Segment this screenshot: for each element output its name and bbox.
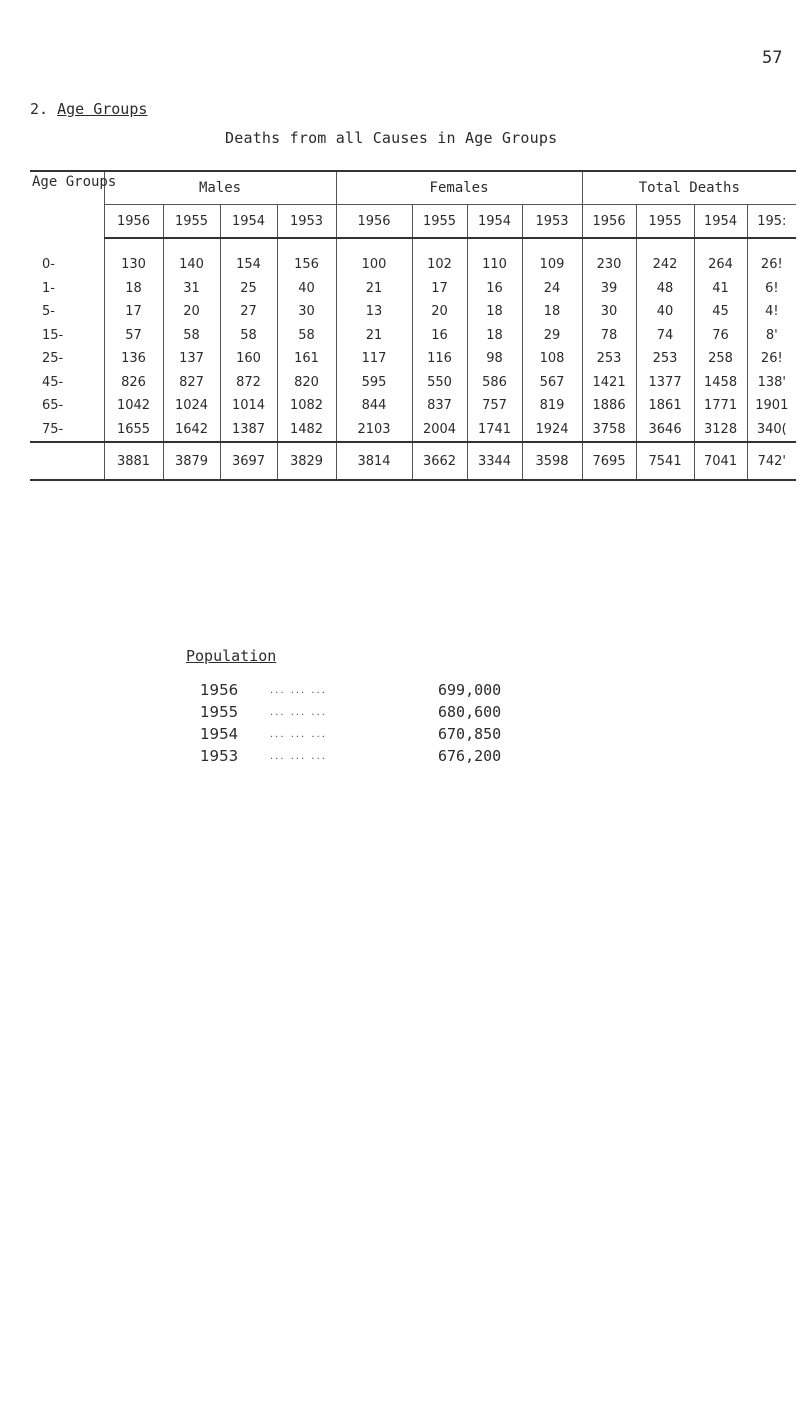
death-count-cell: 58 <box>163 324 220 348</box>
death-count-cell: 819 <box>522 394 582 418</box>
total-cell: 742' <box>747 442 796 480</box>
death-count-cell: 6! <box>747 277 796 301</box>
death-count-cell: 4! <box>747 300 796 324</box>
population-value: 699,000 <box>438 681 502 699</box>
age-groups-header: Age Groups <box>30 171 104 238</box>
deaths-table <box>30 170 796 481</box>
leader-dots: ... ... ... <box>270 685 327 696</box>
total-cell: 7695 <box>582 442 636 480</box>
population-year: 1956 <box>200 681 239 699</box>
age-group-cell: 15- <box>42 327 64 343</box>
death-count-cell: 567 <box>522 371 582 395</box>
death-count-cell: 2103 <box>336 418 412 443</box>
death-count-cell: 26! <box>747 347 796 371</box>
death-count-cell: 844 <box>336 394 412 418</box>
death-count-cell: 17 <box>412 277 467 301</box>
death-count-cell: 29 <box>522 324 582 348</box>
total-cell: 3814 <box>336 442 412 480</box>
age-group-cell: 75- <box>42 421 64 437</box>
death-count-cell: 21 <box>336 324 412 348</box>
death-count-cell: 1042 <box>104 394 163 418</box>
table-row <box>30 300 796 324</box>
death-count-cell: 586 <box>467 371 522 395</box>
death-count-cell: 3758 <box>582 418 636 443</box>
death-count-cell: 3646 <box>636 418 694 443</box>
group-header-row <box>30 171 796 205</box>
year-header: 1953 <box>277 205 336 239</box>
death-count-cell: 13 <box>336 300 412 324</box>
table-caption: Deaths from all Causes in Age Groups <box>225 129 558 147</box>
death-count-cell: 57 <box>104 324 163 348</box>
total-cell: 3662 <box>412 442 467 480</box>
death-count-cell: 1655 <box>104 418 163 443</box>
death-count-cell: 1642 <box>163 418 220 443</box>
death-count-cell: 1024 <box>163 394 220 418</box>
death-count-cell: 30 <box>277 300 336 324</box>
year-header: 1954 <box>220 205 277 239</box>
death-count-cell: 160 <box>220 347 277 371</box>
death-count-cell: 31 <box>163 277 220 301</box>
death-count-cell: 26! <box>747 238 796 277</box>
age-group-cell: 5- <box>42 304 55 320</box>
population-title: Population <box>186 647 277 665</box>
death-count-cell: 16 <box>467 277 522 301</box>
table-row <box>30 238 796 277</box>
totals-label-cell <box>30 442 104 480</box>
death-count-cell: 30 <box>582 300 636 324</box>
section-title: Age Groups <box>57 100 148 118</box>
death-count-cell: 48 <box>636 277 694 301</box>
death-count-cell: 102 <box>412 238 467 277</box>
death-count-cell: 110 <box>467 238 522 277</box>
total-cell: 3697 <box>220 442 277 480</box>
table-row <box>30 371 796 395</box>
year-header: 195: <box>747 205 796 239</box>
death-count-cell: 837 <box>412 394 467 418</box>
death-count-cell: 20 <box>163 300 220 324</box>
death-count-cell: 130 <box>104 238 163 277</box>
population-value: 676,200 <box>438 747 502 765</box>
year-header: 1954 <box>694 205 747 239</box>
death-count-cell: 117 <box>336 347 412 371</box>
death-count-cell: 820 <box>277 371 336 395</box>
death-count-cell: 757 <box>467 394 522 418</box>
table-row <box>30 418 796 443</box>
age-group-cell: 45- <box>42 374 64 390</box>
death-count-cell: 40 <box>636 300 694 324</box>
year-header: 1956 <box>104 205 163 239</box>
section-heading <box>30 100 147 118</box>
death-count-cell: 1901 <box>747 394 796 418</box>
death-count-cell: 154 <box>220 238 277 277</box>
death-count-cell: 264 <box>694 238 747 277</box>
death-count-cell: 21 <box>336 277 412 301</box>
age-group-cell: 65- <box>42 398 64 414</box>
population-year: 1953 <box>200 747 239 765</box>
death-count-cell: 137 <box>163 347 220 371</box>
death-count-cell: 253 <box>636 347 694 371</box>
death-count-cell: 3128 <box>694 418 747 443</box>
death-count-cell: 109 <box>522 238 582 277</box>
death-count-cell: 156 <box>277 238 336 277</box>
age-group-cell: 0- <box>42 256 55 272</box>
death-count-cell: 18 <box>104 277 163 301</box>
males-header: Males <box>104 171 336 205</box>
death-count-cell: 39 <box>582 277 636 301</box>
death-count-cell: 230 <box>582 238 636 277</box>
death-count-cell: 827 <box>163 371 220 395</box>
leader-dots: ... ... ... <box>270 707 327 718</box>
page-number: 57 <box>762 48 783 68</box>
total-cell: 3829 <box>277 442 336 480</box>
table-row <box>30 347 796 371</box>
year-header: 1955 <box>636 205 694 239</box>
total-deaths-header: Total Deaths <box>582 171 796 205</box>
death-count-cell: 108 <box>522 347 582 371</box>
death-count-cell: 138' <box>747 371 796 395</box>
total-cell: 7541 <box>636 442 694 480</box>
death-count-cell: 140 <box>163 238 220 277</box>
population-year: 1955 <box>200 703 239 721</box>
death-count-cell: 1771 <box>694 394 747 418</box>
death-count-cell: 41 <box>694 277 747 301</box>
death-count-cell: 17 <box>104 300 163 324</box>
death-count-cell: 25 <box>220 277 277 301</box>
death-count-cell: 40 <box>277 277 336 301</box>
death-count-cell: 550 <box>412 371 467 395</box>
death-count-cell: 340( <box>747 418 796 443</box>
death-count-cell: 16 <box>412 324 467 348</box>
total-cell: 7041 <box>694 442 747 480</box>
death-count-cell: 1924 <box>522 418 582 443</box>
death-count-cell: 24 <box>522 277 582 301</box>
death-count-cell: 1014 <box>220 394 277 418</box>
table-row <box>30 324 796 348</box>
death-count-cell: 1861 <box>636 394 694 418</box>
death-count-cell: 27 <box>220 300 277 324</box>
table-row <box>30 277 796 301</box>
death-count-cell: 20 <box>412 300 467 324</box>
population-value: 670,850 <box>438 725 502 743</box>
leader-dots: ... ... ... <box>270 729 327 740</box>
death-count-cell: 872 <box>220 371 277 395</box>
death-count-cell: 242 <box>636 238 694 277</box>
leader-dots: ... ... ... <box>270 751 327 762</box>
death-count-cell: 76 <box>694 324 747 348</box>
age-group-cell: 25- <box>42 351 64 367</box>
death-count-cell: 58 <box>277 324 336 348</box>
death-count-cell: 136 <box>104 347 163 371</box>
females-header: Females <box>336 171 582 205</box>
death-count-cell: 74 <box>636 324 694 348</box>
total-cell: 3881 <box>104 442 163 480</box>
year-header: 1955 <box>163 205 220 239</box>
death-count-cell: 2004 <box>412 418 467 443</box>
total-cell: 3879 <box>163 442 220 480</box>
table-row <box>30 394 796 418</box>
death-count-cell: 1377 <box>636 371 694 395</box>
death-count-cell: 595 <box>336 371 412 395</box>
death-count-cell: 116 <box>412 347 467 371</box>
year-header: 1956 <box>336 205 412 239</box>
totals-row <box>30 442 796 480</box>
population-value: 680,600 <box>438 703 502 721</box>
death-count-cell: 1886 <box>582 394 636 418</box>
death-count-cell: 1421 <box>582 371 636 395</box>
year-header: 1955 <box>412 205 467 239</box>
death-count-cell: 1387 <box>220 418 277 443</box>
death-count-cell: 98 <box>467 347 522 371</box>
year-header: 1954 <box>467 205 522 239</box>
death-count-cell: 1082 <box>277 394 336 418</box>
death-count-cell: 8' <box>747 324 796 348</box>
year-header-row <box>30 205 796 239</box>
death-count-cell: 100 <box>336 238 412 277</box>
death-count-cell: 18 <box>522 300 582 324</box>
death-count-cell: 1482 <box>277 418 336 443</box>
year-header: 1956 <box>582 205 636 239</box>
death-count-cell: 18 <box>467 324 522 348</box>
age-group-cell: 1- <box>42 280 55 296</box>
year-header: 1953 <box>522 205 582 239</box>
death-count-cell: 258 <box>694 347 747 371</box>
death-count-cell: 58 <box>220 324 277 348</box>
total-cell: 3344 <box>467 442 522 480</box>
death-count-cell: 78 <box>582 324 636 348</box>
death-count-cell: 161 <box>277 347 336 371</box>
death-count-cell: 253 <box>582 347 636 371</box>
section-number: 2. <box>30 100 49 118</box>
death-count-cell: 1458 <box>694 371 747 395</box>
death-count-cell: 18 <box>467 300 522 324</box>
population-year: 1954 <box>200 725 239 743</box>
death-count-cell: 1741 <box>467 418 522 443</box>
death-count-cell: 826 <box>104 371 163 395</box>
death-count-cell: 45 <box>694 300 747 324</box>
total-cell: 3598 <box>522 442 582 480</box>
